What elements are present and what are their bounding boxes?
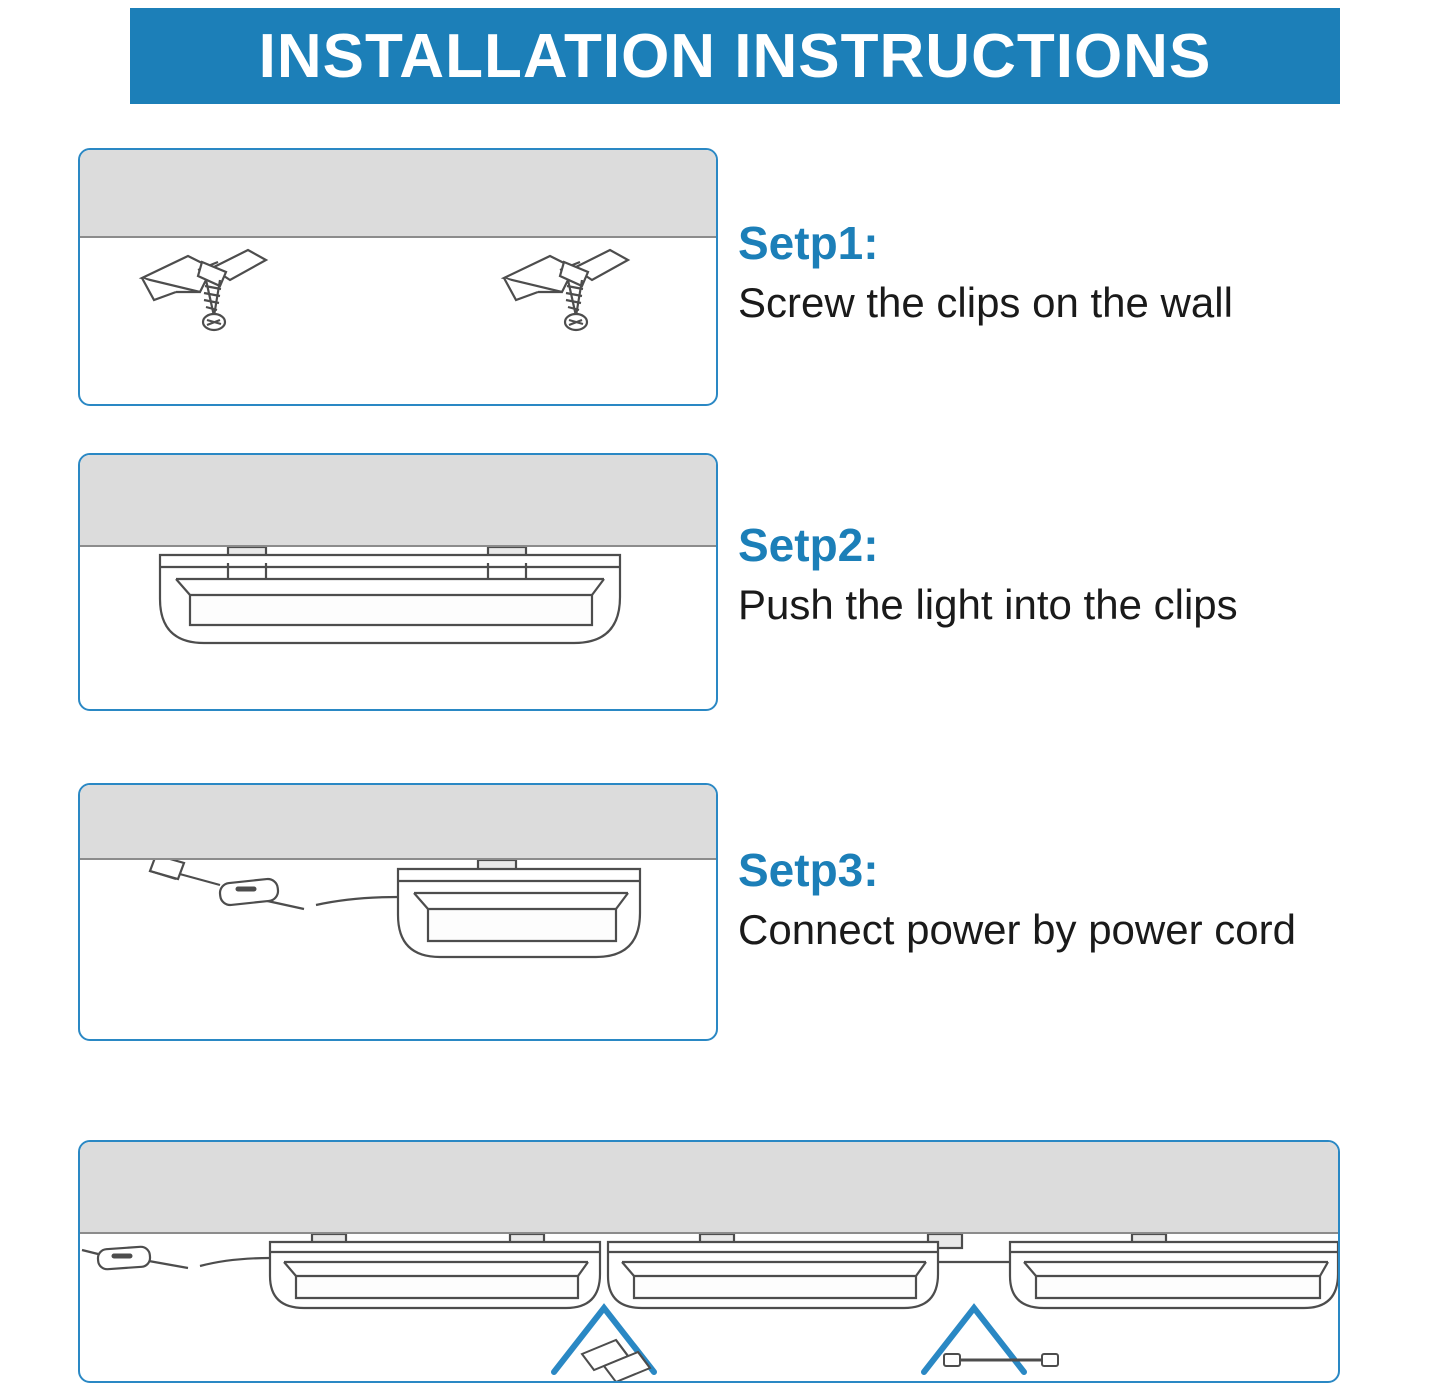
step-3-caption — [738, 845, 1296, 954]
wall-surface — [80, 455, 716, 547]
short-link-cable-icon — [944, 1354, 1058, 1366]
wall-surface — [80, 785, 716, 860]
step-2-caption — [738, 520, 1238, 629]
wall-surface — [80, 1142, 1338, 1234]
step-2-text: Push the light into the clips — [738, 580, 1238, 628]
step-3-text: Connect power by power cord — [738, 905, 1296, 953]
step-1-caption — [738, 218, 1233, 327]
final-illustration-panel — [78, 1140, 1340, 1383]
step-2-illustration-panel — [78, 453, 718, 711]
step-3-illustration-panel — [78, 783, 718, 1041]
step-3-label: Setp3: — [738, 844, 879, 896]
step-1-text: Screw the clips on the wall — [738, 278, 1233, 326]
step-2-label: Setp2: — [738, 519, 879, 571]
step-1-illustration-panel — [78, 148, 718, 406]
wall-surface — [80, 150, 716, 238]
page-title: INSTALLATION INSTRUCTIONS — [258, 21, 1212, 91]
step-1-label: Setp1: — [738, 217, 879, 269]
link-cable-callout — [924, 1308, 1024, 1372]
two-connector-pins-icon — [582, 1340, 650, 1381]
header-banner — [130, 8, 1340, 104]
